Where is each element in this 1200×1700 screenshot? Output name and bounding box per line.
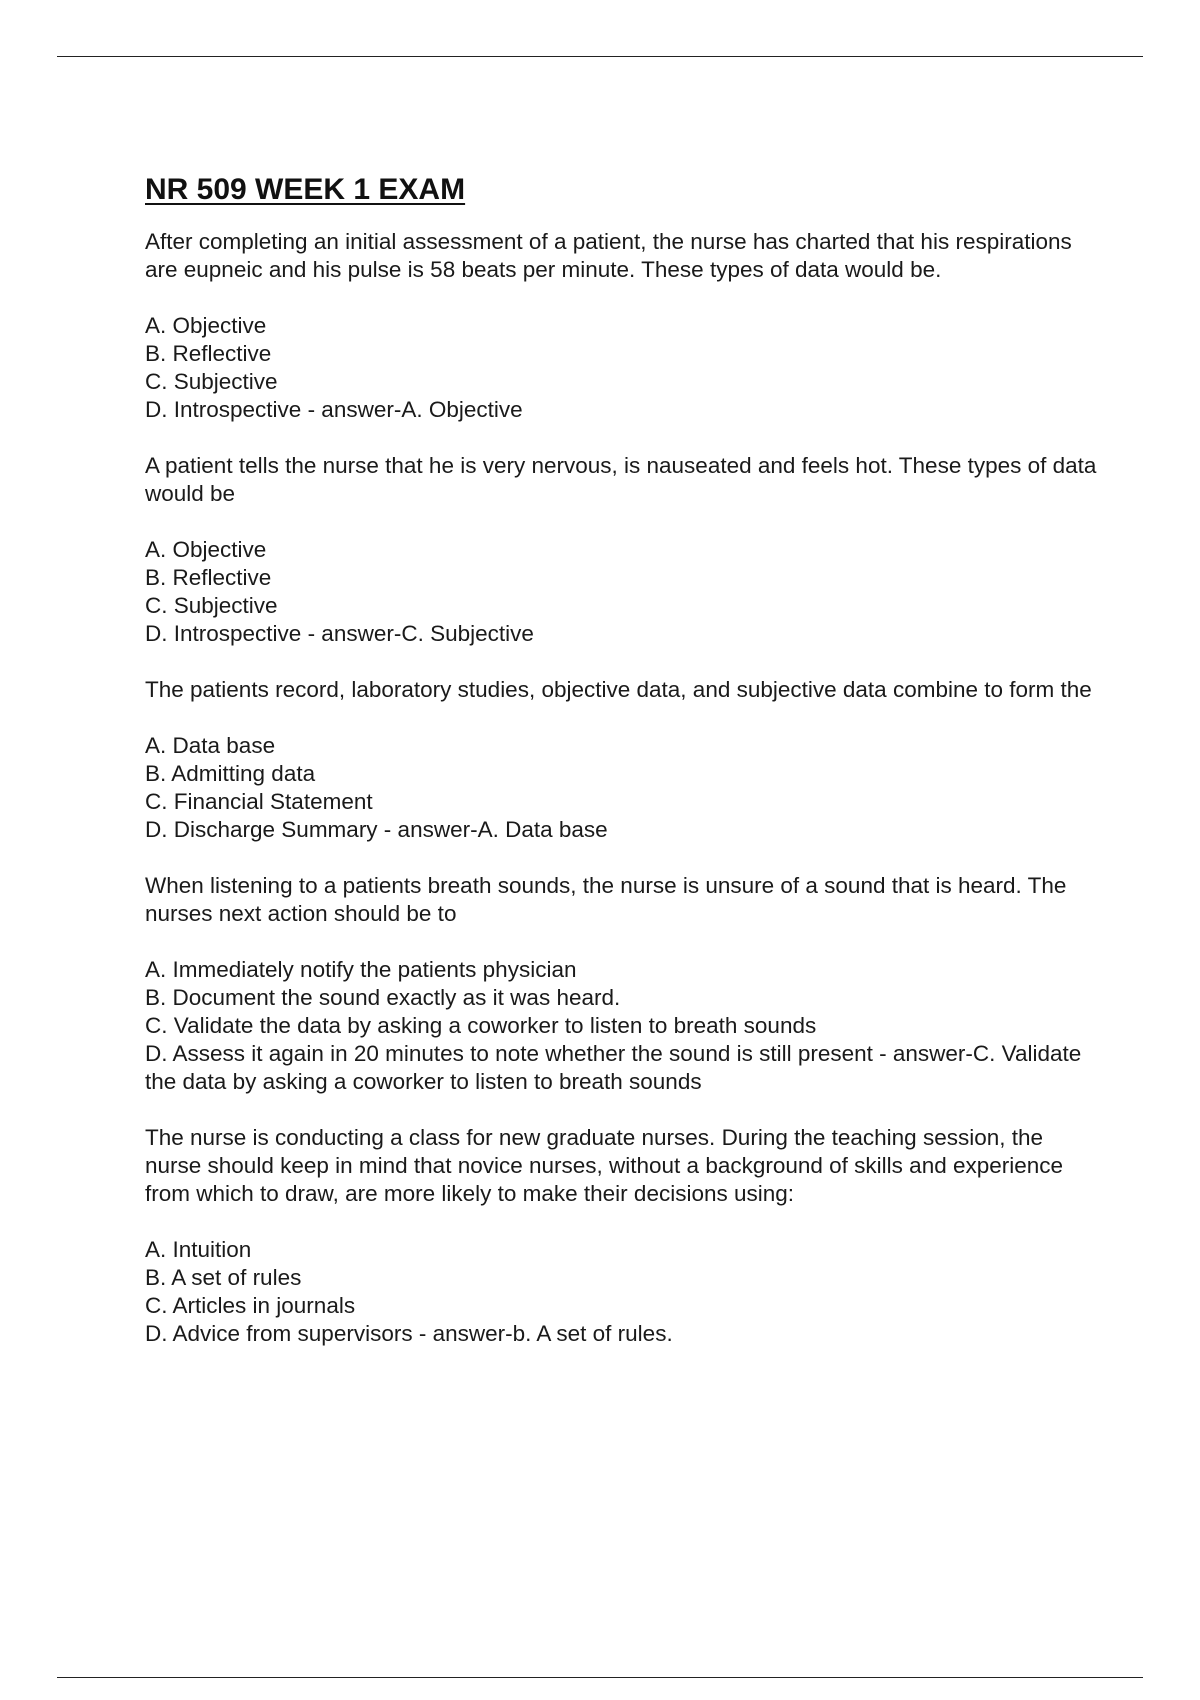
question-4 (145, 872, 1105, 1096)
options-list (145, 956, 1105, 1096)
question-stem: After completing an initial assessment of a patient, the nurse has charted that his respirations are eupneic and his pulse is 58 beats per minute. These types of data would be. (145, 229, 1072, 282)
options-list (145, 732, 1105, 844)
option-b: B. Reflective (145, 565, 272, 590)
option-d-answer: D. Advice from supervisors - answer-b. A set of rules. (145, 1321, 673, 1346)
option-c: C. Subjective (145, 369, 278, 394)
option-a: A. Immediately notify the patients physician (145, 957, 577, 982)
option-a: A. Objective (145, 537, 267, 562)
option-d-answer: D. Introspective - answer-C. Subjective (145, 621, 534, 646)
option-d-answer: D. Discharge Summary - answer-A. Data base (145, 817, 608, 842)
question-stem: The nurse is conducting a class for new graduate nurses. During the teaching session, the nurse should keep in mind that novice nurses, without a background of skills and experience from which to draw, are more likely to make their decisions using: (145, 1125, 1064, 1206)
option-c: C. Financial Statement (145, 789, 373, 814)
options-list (145, 536, 1105, 648)
option-a: A. Data base (145, 733, 276, 758)
question-1 (145, 228, 1105, 424)
option-a: A. Intuition (145, 1237, 252, 1262)
question-stem: The patients record, laboratory studies, objective data, and subjective data combine to form the (145, 677, 1092, 702)
option-a: A. Objective (145, 313, 267, 338)
footer-rule (57, 1677, 1143, 1678)
option-d-answer: D. Assess it again in 20 minutes to note whether the sound is still present - answer-C. Validate the data by asking a coworker to listen to breath sounds (145, 1041, 1082, 1094)
option-c: C. Articles in journals (145, 1293, 356, 1318)
question-3 (145, 676, 1105, 844)
document-body (145, 170, 1105, 1376)
question-stem: When listening to a patients breath sounds, the nurse is unsure of a sound that is heard. The nurses next action should be to (145, 873, 1067, 926)
question-stem: A patient tells the nurse that he is very nervous, is nauseated and feels hot. These types of data would be (145, 453, 1097, 506)
options-list (145, 312, 1105, 424)
option-d-answer: D. Introspective - answer-A. Objective (145, 397, 523, 422)
option-b: B. Admitting data (145, 761, 316, 786)
question-5 (145, 1124, 1105, 1348)
header-rule (57, 56, 1143, 57)
option-c: C. Subjective (145, 593, 278, 618)
options-list (145, 1236, 1105, 1348)
option-c: C. Validate the data by asking a coworker to listen to breath sounds (145, 1013, 817, 1038)
option-b: B. Reflective (145, 341, 272, 366)
question-2 (145, 452, 1105, 648)
option-b: B. A set of rules (145, 1265, 302, 1290)
page-title: NR 509 WEEK 1 EXAM (145, 173, 466, 206)
option-b: B. Document the sound exactly as it was heard. (145, 985, 621, 1010)
